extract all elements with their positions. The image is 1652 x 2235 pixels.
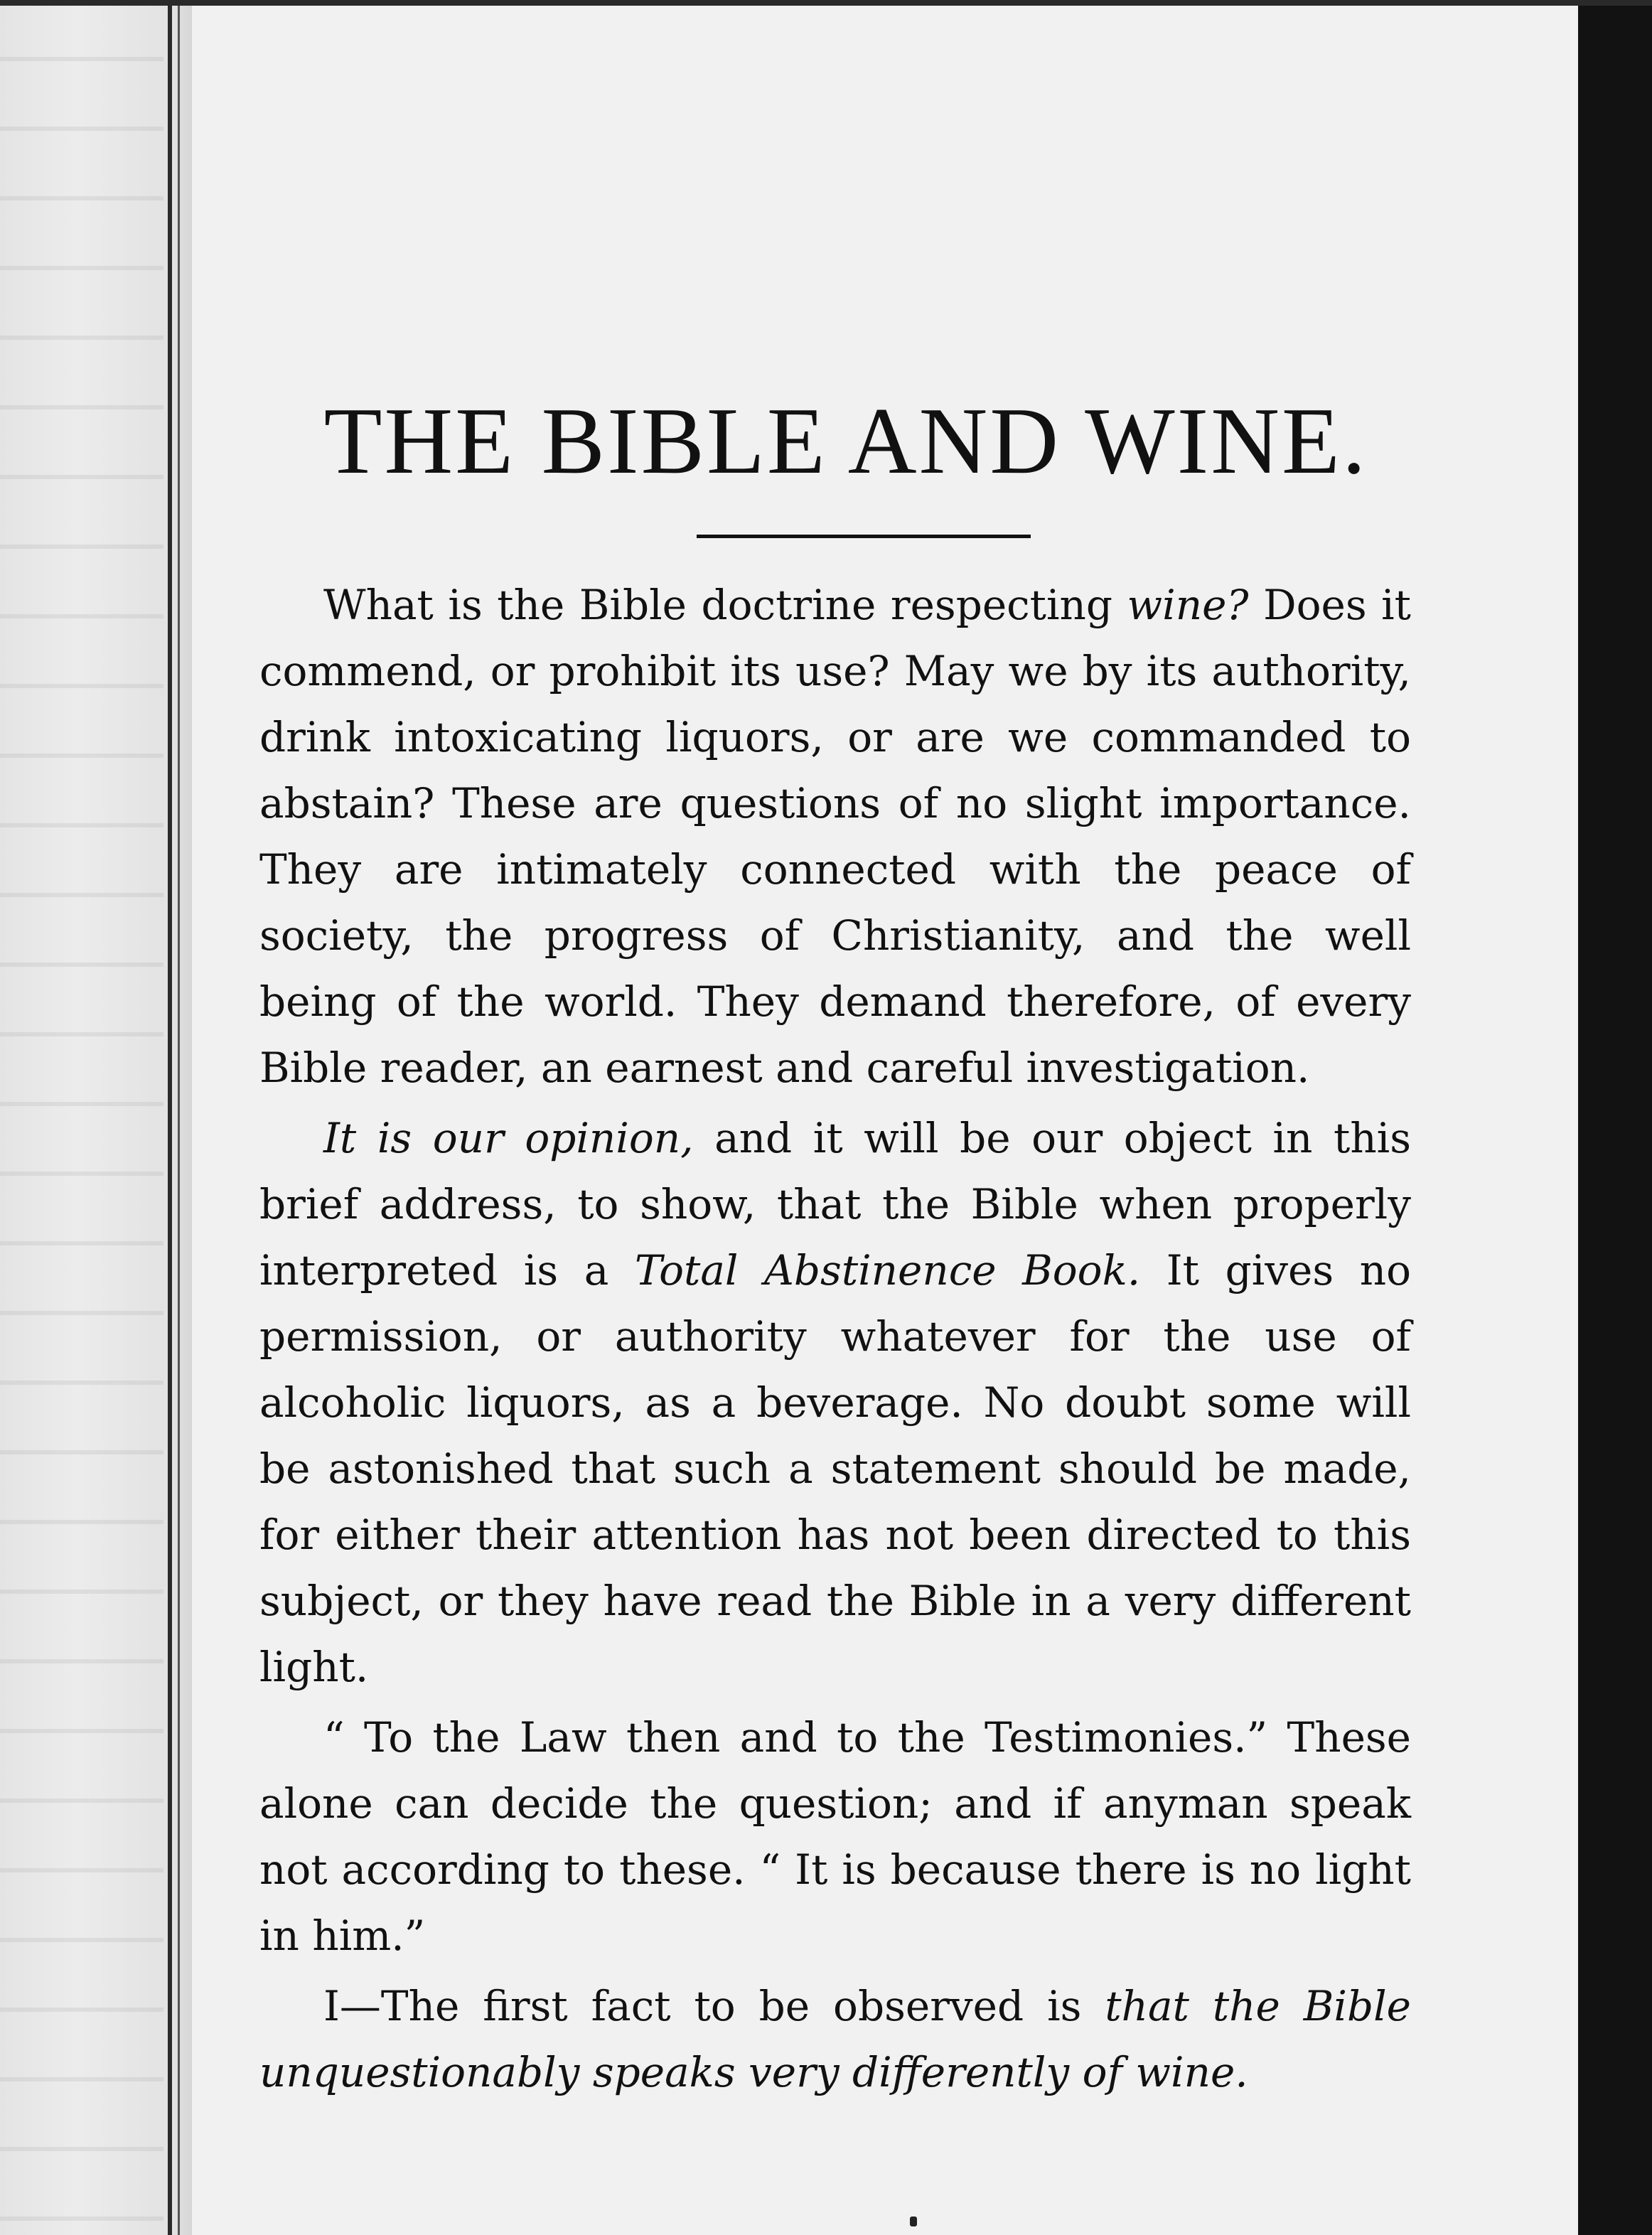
paragraph-4	[259, 1973, 1411, 2106]
paragraph-2-italic-mid: Total Abstinence Book.	[634, 1246, 1141, 1295]
paragraph-2-text: and it will be our object in this brief address, to show, that the Bible when properly interpreted is a	[259, 1114, 1411, 1295]
paragraph-1	[259, 572, 1411, 1101]
print-mark	[910, 2217, 917, 2226]
binding-inner-edge	[178, 0, 180, 2235]
paragraph-4-italic: that the Bible unquestionably speaks very differently of wine.	[259, 1982, 1411, 2096]
bleed-through-text	[0, 0, 163, 2235]
page-content	[259, 384, 1411, 2106]
paragraph-4-text: I—The first fact to be observed is	[323, 1982, 1105, 2030]
scan-border-right	[1578, 0, 1652, 2235]
paragraph-1-rest: Does it commend, or prohibit its use? May we by its authority, drink intoxicating liquors, or are we commanded to abstain? These are questions of no slight importance. They are intimately connected with the peace of society, the progress of Christianity, and the well being of the world. They demand therefore, of every Bible reader, an earnest and careful investigation.	[259, 581, 1411, 1092]
title-divider	[697, 535, 1031, 538]
paragraph-2-italic-lead: It is our opinion,	[323, 1114, 694, 1162]
page-title: THE BIBLE AND WINE.	[323, 388, 1368, 493]
paragraph-2	[259, 1105, 1411, 1700]
paragraph-3	[259, 1705, 1411, 1969]
paragraph-1-text: What is the Bible doctrine respecting	[323, 581, 1127, 629]
paragraph-3-text: “ To the Law then and to the Testimonies.” These alone can decide the question; and if anyman speak not according to these. “ It is because there is no light in him.”	[259, 1713, 1411, 1960]
binding-edge	[168, 0, 172, 2235]
paragraph-2-rest: It gives no permission, or authority whatever for the use of alcoholic liquors, as a beverage. No doubt some will be astonished that such a statement should be made, for either their attention has not been directed to this subject, or they have read the Bible in a very different light.	[259, 1246, 1411, 1691]
scan-border-top	[0, 0, 1652, 6]
paragraph-1-italic: wine?	[1127, 581, 1249, 629]
